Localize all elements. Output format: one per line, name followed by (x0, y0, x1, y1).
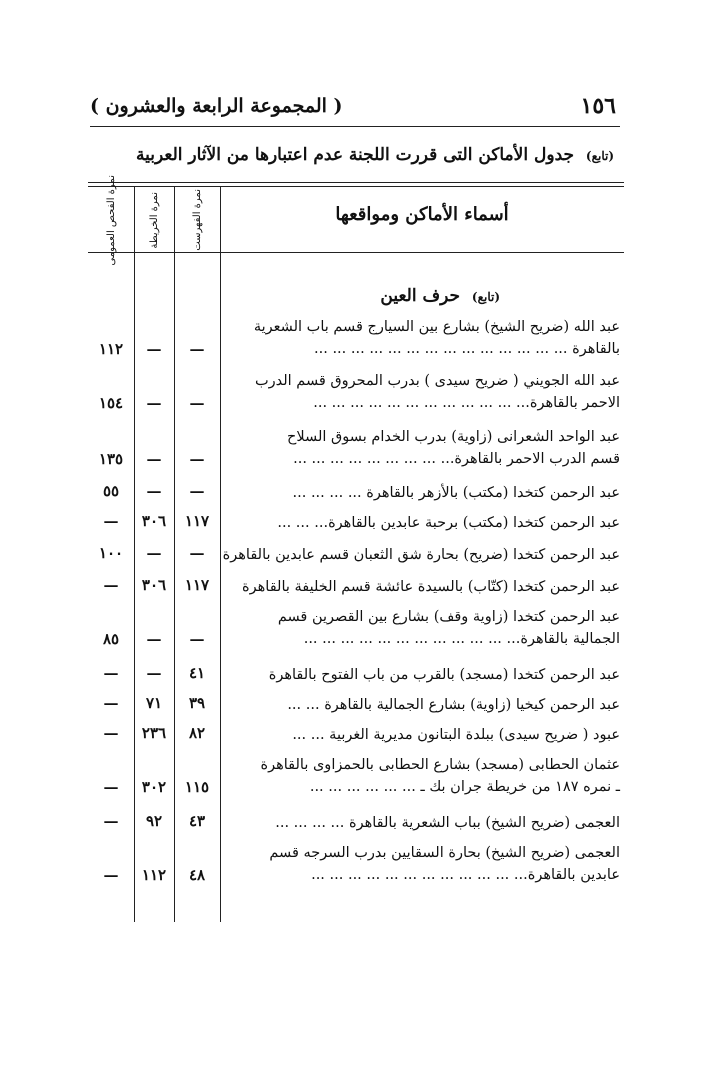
entry-line: العجمى (ضريح الشيخ) بباب الشعرية بالقاهرة ... ... ... ... (275, 815, 620, 831)
table-row (88, 754, 624, 800)
column-header-names: أسماء الأماكن ومواقعها (335, 203, 509, 225)
index-number: — (189, 340, 205, 358)
table-top-rule-inner (88, 186, 624, 187)
section-heading (220, 286, 500, 306)
place-entry (222, 512, 620, 534)
entry-line: قسم الدرب الاحمر بالقاهرة... ... ... ... ... ... ... ... ... (293, 451, 620, 467)
survey-number: — (103, 512, 119, 530)
table-row (88, 370, 624, 416)
entry-line: عبد الرحمن كتخدا (مكتب) برحبة عابدين بالقاهرة... ... ... (277, 515, 620, 531)
index-number: ١١٥ (184, 778, 210, 796)
section-prefix: (تابع) (471, 290, 500, 304)
survey-number: ١٣٥ (98, 450, 124, 468)
place-entry (222, 754, 620, 798)
table-row (88, 664, 624, 686)
survey-number: ١٥٤ (98, 394, 124, 412)
place-entry (222, 606, 620, 650)
map-number: — (146, 482, 162, 500)
map-number: — (146, 664, 162, 682)
table-row (88, 724, 624, 746)
entry-line: عبد الرحمن كتخدا (كتّاب) بالسيدة عائشة قسم الخليفة بالقاهرة (242, 579, 620, 595)
table-row (88, 512, 624, 534)
place-entry (222, 316, 620, 360)
entry-line: عثمان الحطابى (مسجد) بشارع الحطابى بالحمزاوى بالقاهرة (260, 757, 620, 773)
map-number: ٩٢ (145, 812, 163, 830)
place-entry (222, 812, 620, 834)
entry-line: الجمالية بالقاهرة... ... ... ... ... ... ... ... ... ... ... ... (303, 631, 620, 647)
map-number: — (146, 630, 162, 648)
caption-prefix: (تابع) (585, 149, 614, 163)
entry-line: عبد الرحمن كتخدا (زاوية وقف) بشارع بين القصرين قسم (277, 609, 620, 625)
entry-line: ـ نمره ١٨٧ من خريطة جران بك ـ ... ... ... ... ... ... (309, 779, 620, 795)
entry-line: عبود ( ضريح سيدى) ببلدة البتانون مديرية الغربية ... ... (292, 727, 620, 743)
place-entry (222, 576, 620, 598)
survey-number: ١١٢ (98, 340, 124, 358)
index-number: ٤٣ (188, 812, 206, 830)
table-row (88, 812, 624, 834)
map-number: ٣٠٦ (141, 576, 167, 594)
column-header-map: نمرة الخريطة (148, 191, 160, 249)
column-header-survey: نمرة الفحص العمومى (105, 174, 117, 266)
survey-number: — (103, 866, 119, 884)
table-row (88, 842, 624, 888)
map-number: ٣٠٢ (141, 778, 167, 796)
entry-line: عبد الرحمن كتخدا (مسجد) بالقرب من باب الفتوح بالقاهرة (268, 667, 620, 683)
map-number: — (146, 340, 162, 358)
entry-line: بالقاهرة ... ... ... ... ... ... ... ... ... ... ... ... ... ... (314, 341, 620, 357)
index-number: — (189, 482, 205, 500)
caption-title: جدول الأماكن التى قررت اللجنة عدم اعتبارها من الآثار العربية (136, 145, 574, 165)
entry-line: العجمى (ضريح الشيخ) بحارة السقايين بدرب السرجه قسم (269, 845, 620, 861)
place-entry (222, 664, 620, 686)
survey-number: ٥٥ (102, 482, 120, 500)
map-number: ٢٣٦ (141, 724, 167, 742)
table-row (88, 426, 624, 472)
place-entry (222, 544, 620, 566)
column-header-index: نمرة الفهرست (191, 189, 203, 251)
survey-number: — (103, 694, 119, 712)
table-row (88, 694, 624, 716)
section-title: حرف العين (380, 286, 460, 306)
map-number: ٣٠٦ (141, 512, 167, 530)
survey-number: — (103, 576, 119, 594)
survey-number: — (103, 778, 119, 796)
place-entry (222, 426, 620, 470)
table-row (88, 316, 624, 362)
index-number: — (189, 630, 205, 648)
table-top-rule (88, 182, 624, 183)
entry-line: عبد الله الجويني ( ضريح سيدى ) بدرب المحروق قسم الدرب (254, 373, 620, 389)
entry-line: الاحمر بالقاهرة... ... ... ... ... ... ... ... ... ... ... ... (313, 395, 620, 411)
header-rule (90, 126, 620, 127)
index-number: — (189, 544, 205, 562)
place-entry (222, 482, 620, 504)
table-row (88, 576, 624, 598)
entry-line: عبد الرحمن كتخدا (ضريح) بحارة شق الثعبان قسم عابدين بالقاهرة (222, 547, 620, 563)
survey-number: ٨٥ (102, 630, 120, 648)
page-number: ١٥٦ (580, 93, 616, 119)
entry-line: عابدين بالقاهرة... ... ... ... ... ... ... ... ... ... ... ... (311, 867, 620, 883)
index-number: ٤١ (188, 664, 206, 682)
table-row (88, 482, 624, 504)
group-title: ( المجموعة الرابعة والعشرون ) (90, 95, 343, 117)
entry-line: عبد الله (ضريح الشيخ) بشارع بين السيارج قسم باب الشعرية (253, 319, 620, 335)
table-header-rule (88, 252, 624, 253)
map-number: — (146, 544, 162, 562)
place-entry (222, 724, 620, 746)
table-row (88, 606, 624, 652)
running-header (90, 88, 616, 124)
map-number: — (146, 450, 162, 468)
places-table (88, 174, 624, 922)
survey-number: ١٠٠ (98, 544, 124, 562)
index-number: ١١٧ (184, 576, 210, 594)
survey-number: — (103, 664, 119, 682)
index-number: — (189, 394, 205, 412)
index-number: ١١٧ (184, 512, 210, 530)
place-entry (222, 370, 620, 414)
entry-line: عبد الواحد الشعرانى (زاوية) بدرب الخدام بسوق السلاح (287, 429, 620, 445)
map-number: ١١٢ (141, 866, 167, 884)
entry-line: عبد الرحمن كيخيا (زاوية) بشارع الجمالية بالقاهرة ... ... (287, 697, 620, 713)
map-number: ٧١ (145, 694, 163, 712)
place-entry (222, 694, 620, 716)
survey-number: — (103, 812, 119, 830)
entry-line: عبد الرحمن كتخدا (مكتب) بالأزهر بالقاهرة ... ... ... ... (292, 485, 620, 501)
map-number: — (146, 394, 162, 412)
table-caption (90, 145, 614, 175)
table-row (88, 544, 624, 566)
index-number: ٨٢ (188, 724, 206, 742)
place-entry (222, 842, 620, 886)
index-number: ٤٨ (188, 866, 206, 884)
survey-number: — (103, 724, 119, 742)
index-number: ٣٩ (188, 694, 206, 712)
index-number: — (189, 450, 205, 468)
